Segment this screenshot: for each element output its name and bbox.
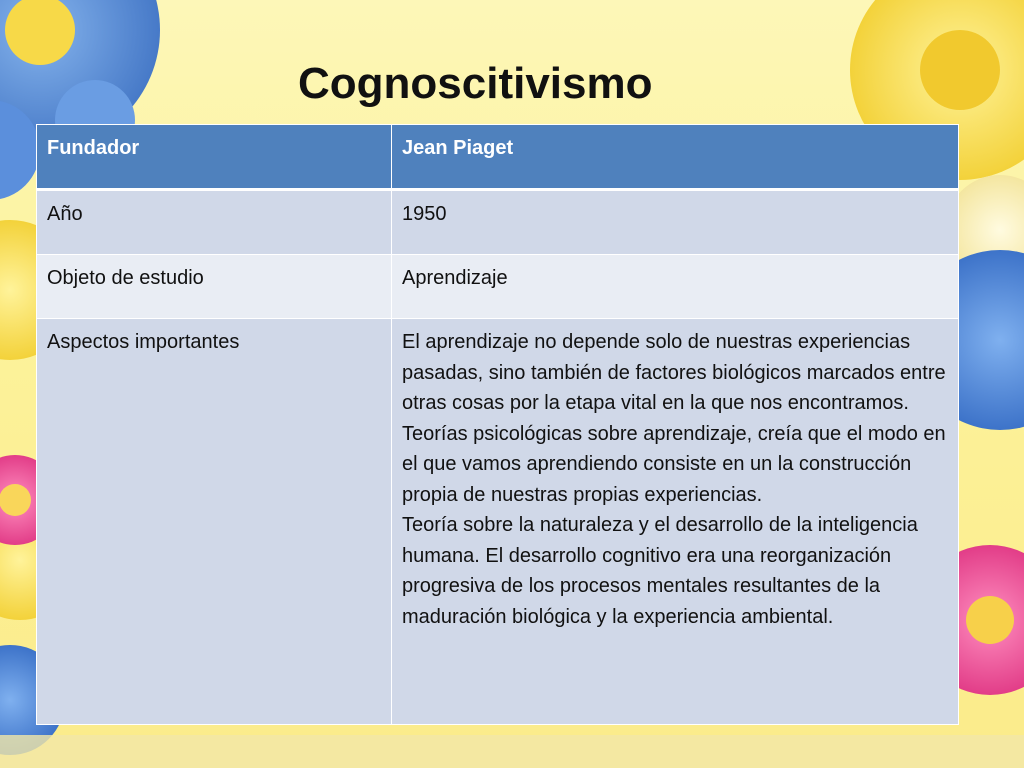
- header-value-cell: Jean Piaget: [392, 125, 959, 190]
- table-row: [37, 319, 959, 725]
- table-row: [37, 190, 959, 255]
- info-table: [36, 124, 959, 725]
- row-label-cell: Año: [37, 190, 392, 255]
- row-value-cell: [392, 319, 959, 725]
- header-label-cell: Fundador: [37, 125, 392, 190]
- row-label-cell: Aspectos importantes: [37, 319, 392, 725]
- slide-title: Cognoscitivismo: [298, 59, 653, 108]
- paragraph: El aprendizaje no depende solo de nuestras experiencias pasadas, sino también de factores biológicos marcados entre otras cosas por la etapa vital en la que nos encontramos.: [402, 331, 946, 414]
- paragraph: Teorías psicológicas sobre aprendizaje, creía que el modo en el que vamos aprendiendo consiste en un la construcción propia de nuestras propias experiencias.: [402, 422, 946, 506]
- table-row: [37, 255, 959, 319]
- row-value-cell: Aprendizaje: [392, 255, 959, 319]
- table-header-row: [37, 125, 959, 190]
- row-value-cell: 1950: [392, 190, 959, 255]
- paragraph: Teoría sobre la naturaleza y el desarrollo de la inteligencia humana. El desarrollo cognitivo era una reorganización progresiva de los procesos mentales resultantes de la maduración biológica y la experiencia ambiental.: [402, 514, 918, 628]
- row-label-cell: Objeto de estudio: [37, 255, 392, 319]
